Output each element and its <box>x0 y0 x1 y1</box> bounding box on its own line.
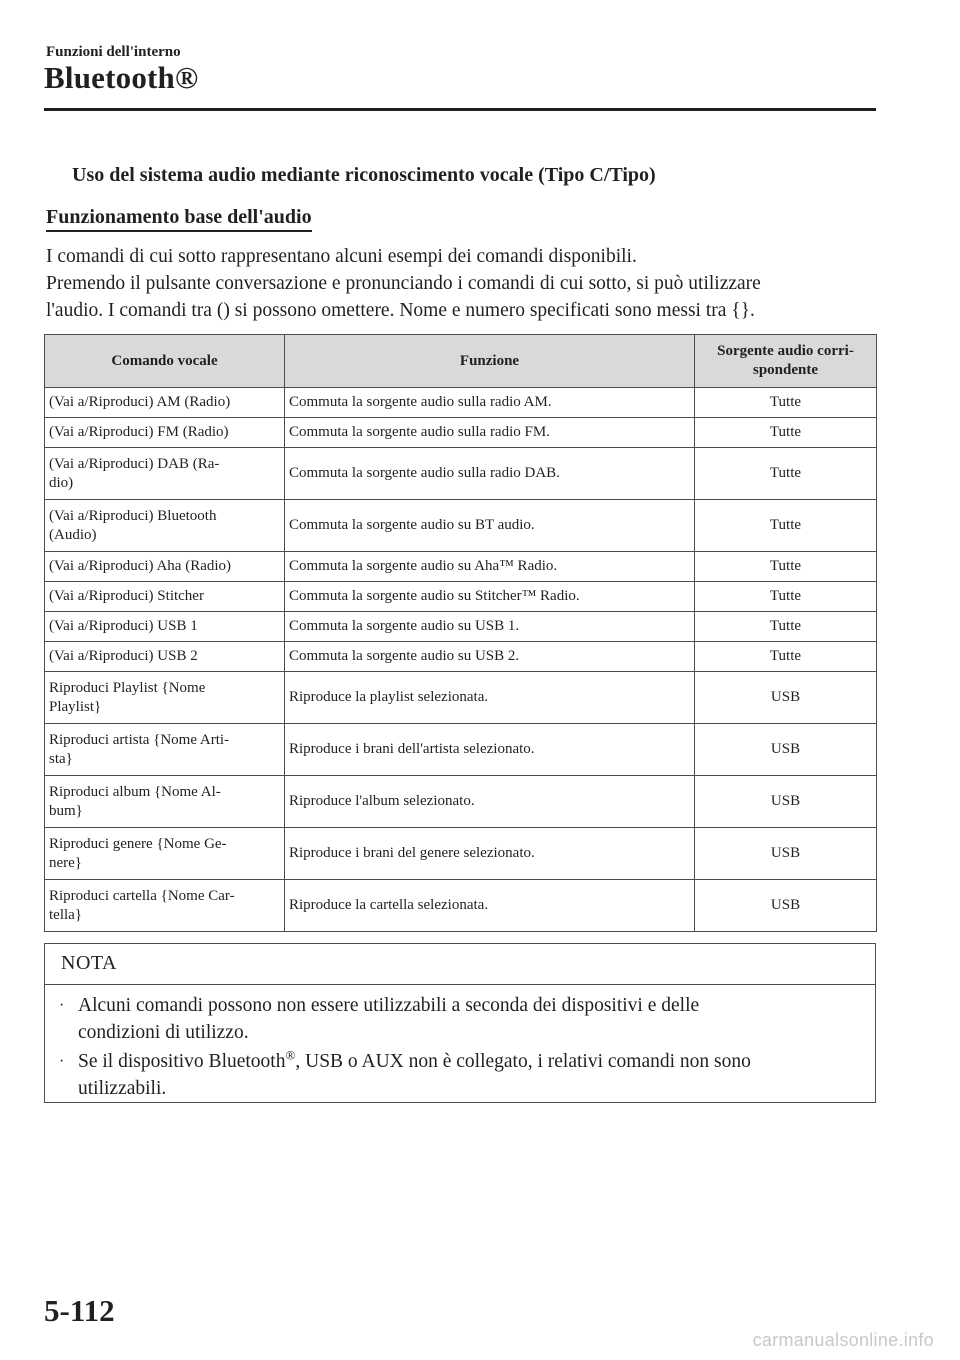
cell-voice-command: Riproduci album {Nome Al- bum} <box>45 776 285 828</box>
note-text <box>78 1048 869 1075</box>
watermark: carmanualsonline.info <box>752 1330 934 1350</box>
table-row <box>45 880 877 932</box>
intro-line: Premendo il pulsante conversazione e pronunciando i comandi di cui sotto, si può utilizzare <box>46 273 761 294</box>
cell-voice-command: Riproduci cartella {Nome Car- tella} <box>45 880 285 932</box>
cell-audio-source: Tutte <box>695 642 877 672</box>
table-row <box>45 828 877 880</box>
cell-audio-source: Tutte <box>695 388 877 418</box>
cell-audio-source: Tutte <box>695 612 877 642</box>
cell-function: Commuta la sorgente audio su USB 1. <box>285 612 695 642</box>
table-row <box>45 672 877 724</box>
cell-function: Riproduce la playlist selezionata. <box>285 672 695 724</box>
note-text-part: Se il dispositivo Bluetooth <box>78 1051 286 1072</box>
cell-function: Commuta la sorgente audio su BT audio. <box>285 500 695 552</box>
cell-function: Commuta la sorgente audio su USB 2. <box>285 642 695 672</box>
cell-audio-source: USB <box>695 724 877 776</box>
page-number: 5-112 <box>44 1293 115 1328</box>
cell-function: Commuta la sorgente audio sulla radio AM. <box>285 388 695 418</box>
cell-audio-source: Tutte <box>695 582 877 612</box>
voice-command-table <box>44 334 877 932</box>
table-row <box>45 500 877 552</box>
intro-paragraph <box>46 243 876 324</box>
note-text: Alcuni comandi possono non essere utilizzabili a seconda dei dispositivi e delle <box>78 995 700 1016</box>
note-list <box>59 992 869 1104</box>
cell-audio-source: Tutte <box>695 552 877 582</box>
note-item <box>59 1048 869 1102</box>
table-row <box>45 552 877 582</box>
cell-function: Commuta la sorgente audio su Stitcher™ Radio. <box>285 582 695 612</box>
cell-audio-source: USB <box>695 828 877 880</box>
table-row <box>45 448 877 500</box>
cell-function: Riproduce l'album selezionato. <box>285 776 695 828</box>
cell-function: Commuta la sorgente audio sulla radio FM. <box>285 418 695 448</box>
note-divider <box>45 984 875 985</box>
header-voice-command: Comando vocale <box>45 335 285 388</box>
cell-audio-source: USB <box>695 776 877 828</box>
cell-voice-command: (Vai a/Riproduci) Bluetooth (Audio) <box>45 500 285 552</box>
intro-line: l'audio. I comandi tra () si possono omettere. Nome e numero specificati sono messi tra {}. <box>46 300 755 321</box>
intro-line: I comandi di cui sotto rappresentano alcuni esempi dei comandi disponibili. <box>46 246 637 267</box>
table-row <box>45 642 877 672</box>
table-row <box>45 388 877 418</box>
cell-voice-command: (Vai a/Riproduci) FM (Radio) <box>45 418 285 448</box>
note-box <box>44 943 876 1103</box>
chapter-title: Bluetooth® <box>44 60 199 95</box>
cell-voice-command: (Vai a/Riproduci) USB 1 <box>45 612 285 642</box>
note-title: NOTA <box>61 952 117 974</box>
table-row <box>45 776 877 828</box>
cell-voice-command: (Vai a/Riproduci) USB 2 <box>45 642 285 672</box>
cell-voice-command: Riproduci Playlist {Nome Playlist} <box>45 672 285 724</box>
header-audio-source: Sorgente audio corri- spondente <box>695 335 877 388</box>
cell-function: Riproduce i brani del genere selezionato. <box>285 828 695 880</box>
header-function: Funzione <box>285 335 695 388</box>
table-row <box>45 724 877 776</box>
bullet-icon: · <box>59 997 65 1014</box>
title-divider <box>44 108 876 111</box>
note-item <box>59 992 869 1046</box>
cell-voice-command: Riproduci artista {Nome Arti- sta} <box>45 724 285 776</box>
cell-function: Riproduce la cartella selezionata. <box>285 880 695 932</box>
cell-audio-source: Tutte <box>695 418 877 448</box>
bullet-icon: · <box>59 1053 65 1070</box>
section-label: Funzioni dell'interno <box>46 44 181 60</box>
cell-audio-source: Tutte <box>695 448 877 500</box>
note-text: condizioni di utilizzo. <box>78 1022 249 1043</box>
cell-voice-command: (Vai a/Riproduci) AM (Radio) <box>45 388 285 418</box>
cell-voice-command: Riproduci genere {Nome Ge- nere} <box>45 828 285 880</box>
sub-heading: Funzionamento base dell'audio <box>46 205 312 232</box>
table-row <box>45 418 877 448</box>
cell-audio-source: USB <box>695 672 877 724</box>
cell-voice-command: (Vai a/Riproduci) Aha (Radio) <box>45 552 285 582</box>
table-row <box>45 582 877 612</box>
note-text-part: , USB o AUX non è collegato, i relativi comandi non sono <box>295 1051 751 1072</box>
table-row <box>45 612 877 642</box>
cell-function: Commuta la sorgente audio sulla radio DAB. <box>285 448 695 500</box>
cell-function: Commuta la sorgente audio su Aha™ Radio. <box>285 552 695 582</box>
cell-voice-command: (Vai a/Riproduci) Stitcher <box>45 582 285 612</box>
cell-voice-command: (Vai a/Riproduci) DAB (Ra- dio) <box>45 448 285 500</box>
note-text: utilizzabili. <box>78 1078 167 1099</box>
table-header-row <box>45 335 877 388</box>
registered-mark: ® <box>285 1047 296 1063</box>
cell-audio-source: Tutte <box>695 500 877 552</box>
cell-audio-source: USB <box>695 880 877 932</box>
cell-function: Riproduce i brani dell'artista selezionato. <box>285 724 695 776</box>
main-heading: Uso del sistema audio mediante riconoscimento vocale (Tipo C/Tipo) <box>72 164 656 186</box>
